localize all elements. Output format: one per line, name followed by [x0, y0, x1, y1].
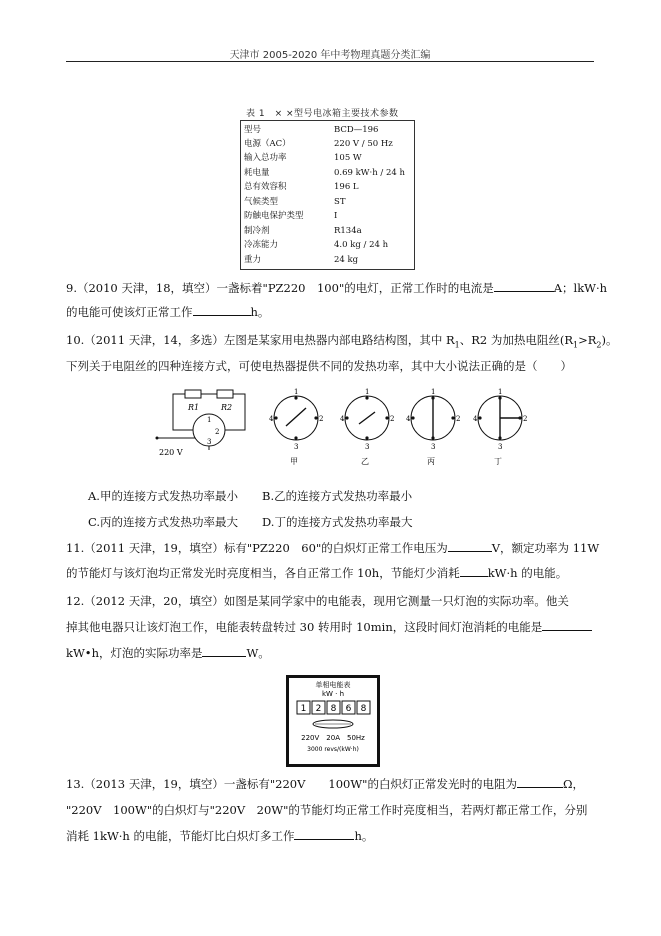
terminal-label: 2 [319, 415, 324, 423]
terminal-label: 2 [390, 415, 395, 423]
answer-blank[interactable] [494, 279, 554, 292]
r1-label: R1 [188, 403, 200, 412]
q11-line2 [66, 563, 567, 583]
q13-line1 [66, 774, 584, 794]
q9-text: A；lkW·h [553, 281, 608, 295]
q12-line1: 12.（2012 天津，20，填空）如图是某同学家中的电能表，现用它测量一只灯泡的实际功率。他关 [66, 594, 569, 608]
option-a[interactable]: A.甲的连接方式发热功率最小 [88, 489, 238, 503]
page-header: 天津市 2005-2020 年中考物理真题分类汇编 [229, 50, 431, 61]
dial-label: 乙 [361, 457, 369, 466]
terminal-label: 3 [431, 443, 436, 451]
terminal-label: 4 [269, 415, 274, 423]
meter-title: 单相电能表 [315, 681, 351, 689]
q13-text: Ω， [562, 777, 584, 791]
q10-text: )。 [601, 333, 618, 347]
spec-row [244, 225, 412, 237]
q12-text: W。 [246, 646, 270, 660]
spec-row [244, 254, 412, 266]
supply-terminal [156, 437, 159, 440]
dial-bing [405, 388, 461, 470]
meter-spec: 220V 20A 50Hz [301, 734, 365, 742]
spec-key: 气候类型 [244, 197, 279, 207]
terminal-label: 4 [406, 415, 411, 423]
option-c[interactable]: C.丙的连接方式发热功率最大 [88, 515, 239, 529]
resistor-r2 [217, 390, 233, 398]
q13-text: h。 [354, 829, 374, 843]
spec-table [240, 120, 415, 270]
spec-key: 重力 [244, 255, 262, 265]
terminal-label: 1 [365, 388, 370, 396]
r2-label: R2 [221, 403, 233, 412]
spec-row [244, 167, 412, 179]
answer-blank[interactable] [193, 303, 251, 316]
spec-value: 4.0 kg / 24 h [334, 240, 389, 250]
spec-value: I [334, 211, 338, 221]
spec-value: BCD—196 [334, 125, 379, 135]
terminal-label: 3 [498, 443, 503, 451]
option-b[interactable]: B.乙的连接方式发热功率最小 [262, 489, 413, 503]
q9-line2 [66, 302, 269, 322]
terminal-label: 3 [207, 438, 212, 446]
spec-row [244, 181, 412, 193]
dial-yi [339, 388, 395, 470]
q10-subscript: 1 [573, 340, 579, 350]
q13-text: 消耗 1kW·h 的电能，节能灯比白炽灯多工作 [66, 829, 295, 843]
table-caption: 表 1 × ×型号电冰箱主要技术参数 [246, 109, 399, 119]
spec-value: ST [334, 197, 346, 207]
q13-line2: "220V 100W"的白炽灯与"220V 20W"的节能灯均正常工作时亮度相当，若两灯都正常工作，分别 [66, 803, 588, 817]
answer-blank[interactable] [542, 618, 592, 631]
dial-label: 甲 [290, 457, 298, 466]
terminal-label: 1 [294, 388, 299, 396]
resistor-r1 [185, 390, 201, 398]
terminal-label: 2 [456, 415, 461, 423]
q13-text: 13.（2013 天津，19，填空）一盏标有"220V 100W"的白炽灯正常发光时的电阻为 [66, 777, 517, 791]
option-d[interactable]: D.丁的连接方式发热功率最大 [262, 515, 413, 529]
spec-value: R134a [334, 226, 362, 236]
meter-digit: 6 [345, 704, 352, 714]
spec-value: 196 L [334, 182, 359, 192]
meter-digit: 1 [300, 704, 307, 714]
q9-text: 9.（2010 天津，18，填空）一盏标着"PZ220 100"的电灯，正常工作时的电流是 [66, 281, 494, 295]
terminal-label: 2 [215, 428, 220, 436]
q10-text: 、R2 为加热电阻丝(R [459, 333, 574, 347]
dial-ding [472, 388, 528, 470]
voltage-label: 220 V [159, 448, 183, 457]
answer-blank[interactable] [517, 775, 563, 788]
spec-row [244, 138, 412, 150]
terminal-label: 3 [294, 443, 299, 451]
terminal-label: 2 [523, 415, 528, 423]
q10-subscript: 2 [596, 340, 602, 350]
spec-row [244, 152, 412, 164]
answer-blank[interactable] [202, 644, 246, 657]
q9-line1 [66, 278, 607, 298]
q11-text: 11.（2011 天津，19，填空）标有"PZ220 60"的白炽灯正常工作电压为 [66, 541, 448, 555]
terminal-label: 1 [498, 388, 503, 396]
spec-value: 0.69 kW·h / 24 h [334, 168, 405, 178]
spec-key: 型号 [244, 125, 262, 135]
electricity-meter [286, 675, 380, 767]
spec-value: 24 kg [334, 255, 359, 265]
q9-text: h。 [250, 305, 270, 319]
spec-row [244, 196, 412, 208]
q11-text: 的节能灯与该灯泡均正常发光时亮度相当，各自正常工作 10h，节能灯少消耗 [66, 566, 460, 580]
answer-blank[interactable] [460, 564, 488, 577]
spec-key: 冷冻能力 [244, 240, 279, 250]
q10-subscript: 1 [454, 340, 460, 350]
q13-line3 [66, 826, 373, 846]
meter-digit: 8 [360, 704, 367, 714]
spec-key: 电源（AC） [244, 139, 291, 149]
dial-jia [268, 388, 324, 470]
heater-circuit-diagram [155, 388, 255, 468]
spec-key: 防触电保护类型 [244, 211, 304, 221]
spec-row [244, 124, 412, 136]
q12-text: kW•h，灯泡的实际功率是 [66, 646, 203, 660]
dial-label: 丙 [427, 457, 435, 466]
spec-key: 耗电量 [244, 168, 270, 178]
terminal-label: 1 [431, 388, 436, 396]
spec-key: 制冷剂 [244, 226, 270, 236]
meter-unit: kW · h [321, 690, 345, 698]
q10-line1 [66, 330, 618, 355]
q10-text: 10.（2011 天津，14，多选）左图是某家用电热器内部电路结构图，其中 R [66, 333, 455, 347]
spec-row [244, 239, 412, 251]
terminal-label: 1 [207, 416, 212, 424]
terminal-label: 4 [340, 415, 345, 423]
q12-text: 掉其他电器只让该灯泡工作，电能表转盘转过 30 转用时 10min，这段时间灯泡消耗的电能是 [66, 620, 543, 634]
spec-value: 220 V / 50 Hz [334, 139, 393, 149]
meter-digit: 2 [315, 704, 322, 714]
terminal-label: 3 [365, 443, 370, 451]
dial-label: 丁 [494, 457, 502, 466]
q12-line3 [66, 643, 270, 663]
answer-blank[interactable] [448, 539, 492, 552]
meter-digit: 8 [330, 704, 337, 714]
q11-text: kW·h 的电能。 [487, 566, 568, 580]
spec-key: 输入总功率 [244, 153, 287, 163]
spec-value: 105 W [334, 153, 362, 163]
spec-row [244, 210, 412, 222]
q12-line2 [66, 617, 592, 637]
q10-text: >R [578, 333, 597, 347]
spec-key: 总有效容积 [244, 182, 287, 192]
q10-line2: 下列关于电阻丝的四种连接方式，可使电热器提供不同的发热功率，其中大小说法正确的是（ ） [66, 359, 572, 373]
q9-text: 的电能可使该灯正常工作 [66, 305, 193, 319]
q11-line1 [66, 538, 599, 558]
meter-face [289, 678, 377, 764]
meter-revs: 3000 revs/(kW·h) [307, 746, 359, 753]
answer-blank[interactable] [294, 827, 354, 840]
terminal-label: 4 [473, 415, 478, 423]
header-rule [66, 61, 594, 62]
q11-text: V，额定功率为 11W [491, 541, 600, 555]
